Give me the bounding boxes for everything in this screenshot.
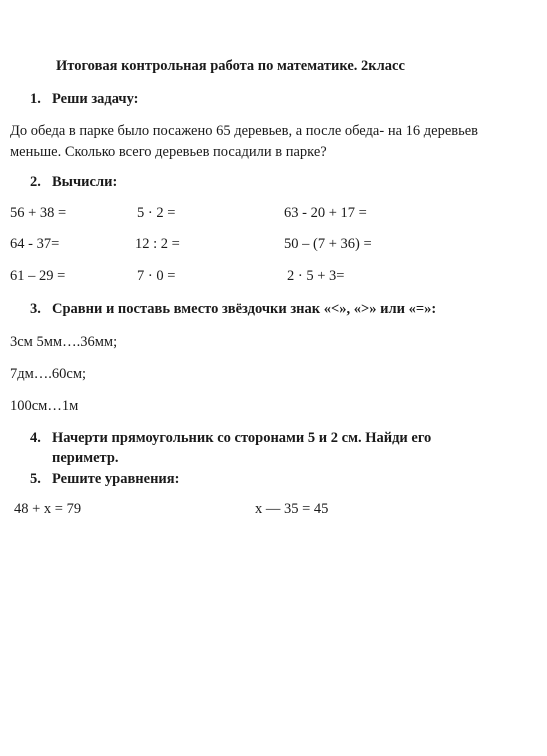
task-2-title: Вычисли: [52, 174, 118, 190]
expression: 63 - 20 + 17 = [284, 205, 367, 221]
comparison-item: 7дм….60см; [10, 366, 87, 382]
task-5-number: 5. [30, 471, 41, 487]
task-1-text: До обеда в парке было посажено 65 деревьев, а после обеда- на 16 деревьев меньше. Сколько всего деревьев посадили в парке? [10, 123, 479, 160]
expression: 61 – 29 = [10, 268, 66, 284]
document-title: Итоговая контрольная работа по математике. 2класс [56, 58, 405, 74]
task-4-heading [30, 430, 431, 447]
task-4-title-continued: периметр. [52, 450, 119, 466]
comparison-item: 100см…1м [10, 398, 79, 414]
expression: 5 · 2 = [137, 205, 176, 221]
expression: 50 – (7 + 36) = [284, 236, 372, 252]
comparison-item: 3см 5мм….36мм; [10, 334, 118, 350]
task-1-number: 1. [30, 91, 41, 107]
task-5-heading [30, 471, 179, 488]
task-2-number: 2. [30, 174, 41, 190]
task-3-heading [30, 301, 436, 318]
task-4-number: 4. [30, 430, 41, 446]
task-5-title: Решите уравнения: [52, 471, 180, 487]
expression: 56 + 38 = [10, 205, 67, 221]
task-4-title: Начерти прямоугольник со сторонами 5 и 2 см. Найди его [52, 430, 432, 446]
task-2-heading [30, 174, 117, 191]
expression: 12 : 2 = [135, 236, 180, 252]
task-1-title: Реши задачу: [52, 91, 139, 107]
task-3-title: Сравни и поставь вместо звёздочки знак «<», «>» или «=»: [52, 301, 437, 317]
task-3-number: 3. [30, 301, 41, 317]
expression: 7 · 0 = [137, 268, 176, 284]
equation: x — 35 = 45 [255, 501, 329, 517]
equation: 48 + x = 79 [14, 501, 82, 517]
expression: 2 · 5 + 3= [287, 268, 345, 284]
expression: 64 - 37= [10, 236, 60, 252]
task-1-heading [30, 91, 138, 108]
